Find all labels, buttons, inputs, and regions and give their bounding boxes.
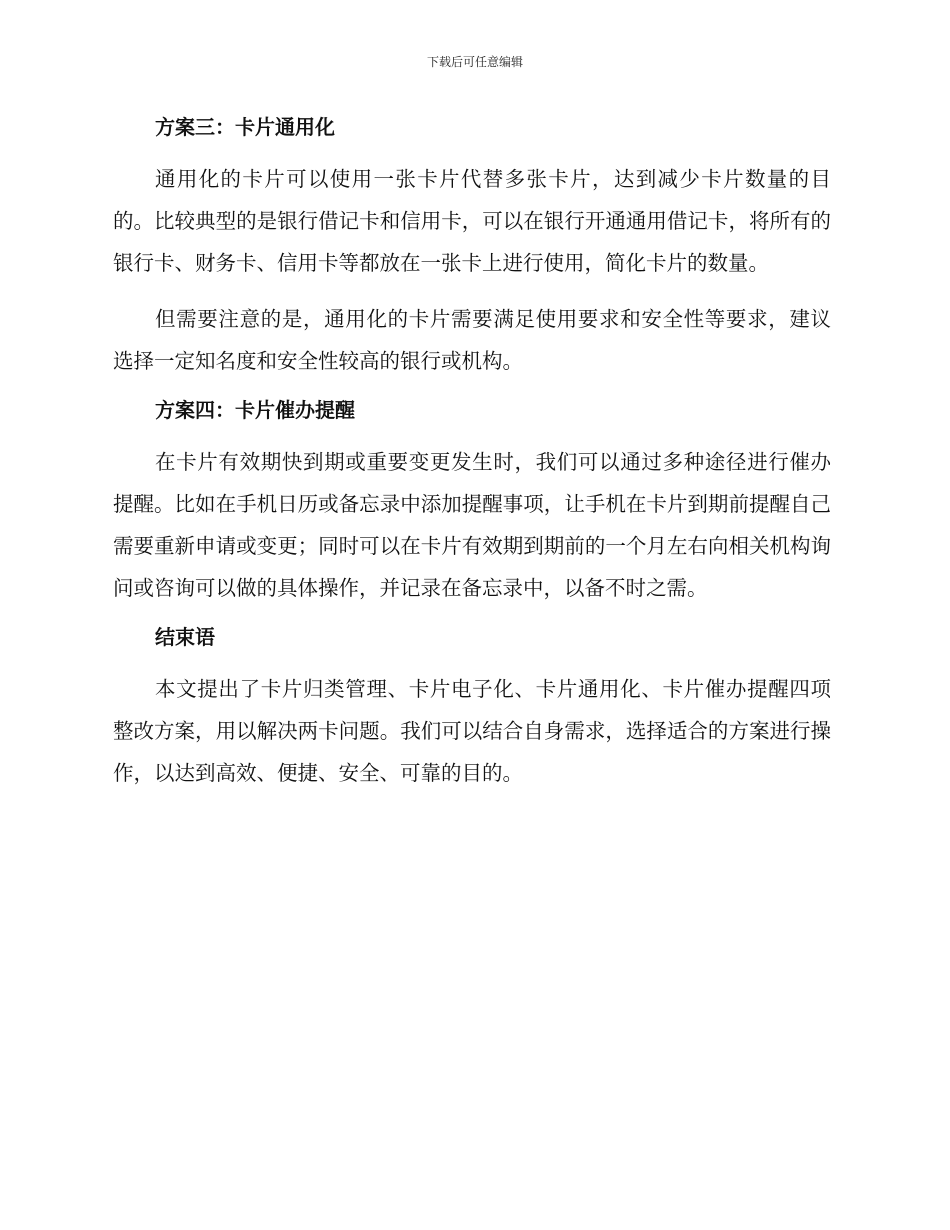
section-heading: 结束语 (155, 625, 215, 649)
section-heading: 方案四：卡片催办提醒 (155, 398, 355, 422)
page-header-note: 下载后可任意编辑 (426, 55, 523, 69)
document-body (113, 113, 831, 808)
section-heading: 方案三：卡片通用化 (155, 115, 335, 139)
paragraph: 但需要注意的是，通用化的卡片需要满足使用要求和安全性等要求，建议选择一定知名度和安全性较高的银行或机构。 (113, 307, 831, 373)
paragraph: 本文提出了卡片归类管理、卡片电子化、卡片通用化、卡片催办提醒四项整改方案，用以解决两卡问题。我们可以结合自身需求，选择适合的方案进行操作，以达到高效、便捷、安全、可靠的目的。 (113, 677, 831, 785)
section-plan-four (113, 396, 831, 609)
paragraph: 通用化的卡片可以使用一张卡片代替多张卡片，达到减少卡片数量的目的。比较典型的是银行借记卡和信用卡，可以在银行开通通用借记卡，将所有的银行卡、财务卡、信用卡等都放在一张卡上进行使用，简化卡片的数量。 (113, 167, 831, 275)
paragraph: 在卡片有效期快到期或重要变更发生时，我们可以通过多种途径进行催办提醒。比如在手机日历或备忘录中添加提醒事项，让手机在卡片到期前提醒自己需要重新申请或变更；同时可以在卡片有效期到期前的一个月左右向相关机构询问或咨询可以做的具体操作，并记录在备忘录中，以备不时之需。 (113, 450, 831, 600)
section-conclusion (113, 623, 831, 794)
section-plan-three (113, 113, 831, 382)
